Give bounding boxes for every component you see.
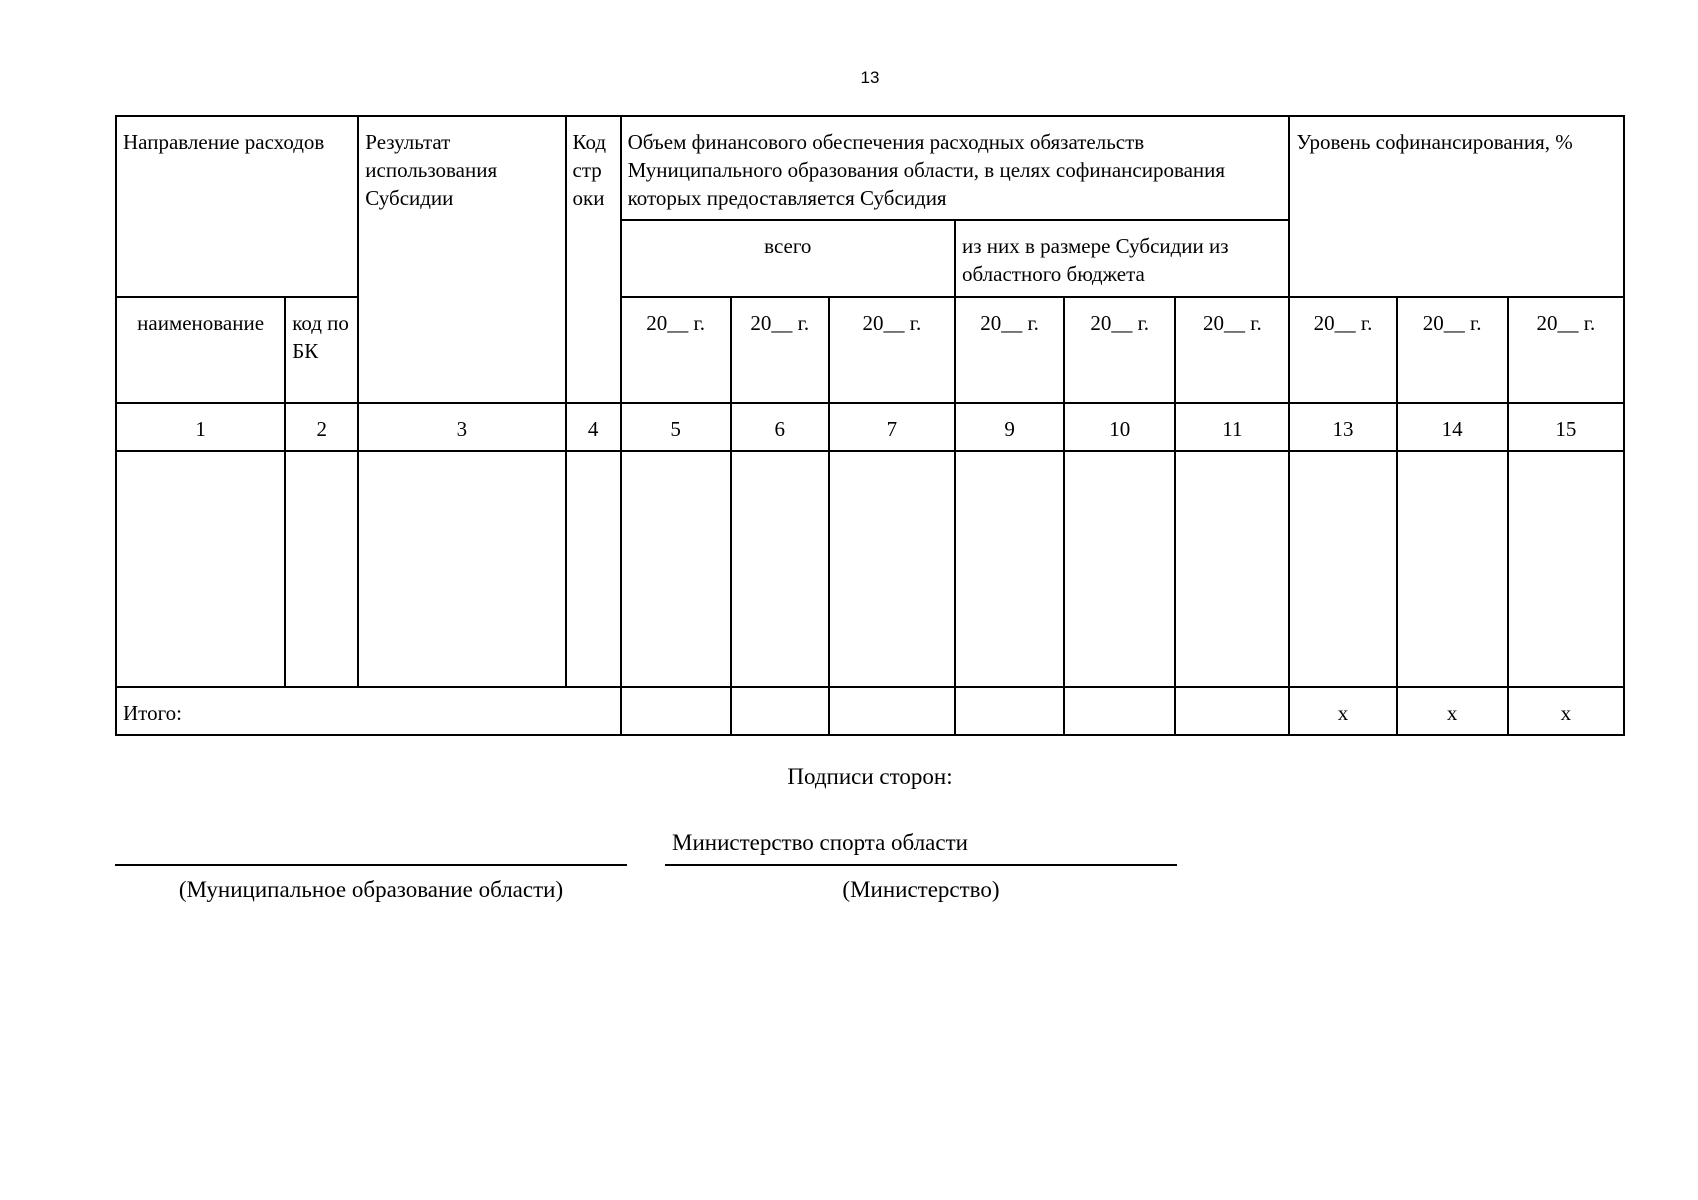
column-number: 6 — [731, 403, 829, 451]
x-mark: х — [1289, 687, 1396, 735]
column-number: 11 — [1175, 403, 1289, 451]
total-cell[interactable] — [731, 687, 829, 735]
data-cell[interactable] — [566, 451, 621, 687]
year-cell: 20__ г. — [1175, 297, 1289, 403]
total-cell[interactable] — [621, 687, 731, 735]
data-cell[interactable] — [1508, 451, 1624, 687]
data-cell[interactable] — [1397, 451, 1508, 687]
data-cell[interactable] — [1175, 451, 1289, 687]
column-number: 3 — [358, 403, 565, 451]
year-cell: 20__ г. — [955, 297, 1064, 403]
data-cell[interactable] — [829, 451, 955, 687]
year-cell: 20__ г. — [621, 297, 731, 403]
data-cell[interactable] — [116, 451, 285, 687]
total-row — [116, 687, 1624, 735]
total-cell[interactable] — [1064, 687, 1175, 735]
header-direction: Направление расходов — [116, 116, 358, 297]
ministry-name: Министерство спорта области — [672, 830, 968, 855]
year-cell: 20__ г. — [829, 297, 955, 403]
header-direction-code: код по БК — [285, 297, 358, 403]
table-row — [116, 451, 1624, 687]
x-mark: х — [1508, 687, 1624, 735]
year-cell: 20__ г. — [731, 297, 829, 403]
column-number: 5 — [621, 403, 731, 451]
page-number: 13 — [860, 68, 880, 87]
total-cell[interactable] — [1175, 687, 1289, 735]
header-row-code: Код стр оки — [566, 116, 621, 403]
signature-caption-ministry: (Министерство) — [842, 877, 1000, 902]
signature-caption-municipality: (Муниципальное образование области) — [178, 877, 564, 902]
total-cell[interactable] — [955, 687, 1064, 735]
data-cell[interactable] — [1064, 451, 1175, 687]
total-label: Итого: — [116, 687, 621, 735]
data-cell[interactable] — [1289, 451, 1396, 687]
signature-line-ministry[interactable] — [665, 864, 1177, 866]
data-cell[interactable] — [731, 451, 829, 687]
header-volume-subsidy: из них в размере Субсидии из областного бюджета — [955, 220, 1289, 297]
column-number: 14 — [1397, 403, 1508, 451]
signature-line-municipality[interactable] — [115, 864, 627, 866]
column-number: 4 — [566, 403, 621, 451]
total-cell[interactable] — [829, 687, 955, 735]
header-result: Результат использования Субсидии — [358, 116, 565, 403]
data-cell[interactable] — [358, 451, 565, 687]
column-number: 15 — [1508, 403, 1624, 451]
header-cofinancing: Уровень софинансирования, % — [1289, 116, 1624, 297]
column-number: 1 — [116, 403, 285, 451]
header-volume-total: всего — [621, 220, 955, 297]
column-number: 7 — [829, 403, 955, 451]
year-cell: 20__ г. — [1064, 297, 1175, 403]
year-cell: 20__ г. — [1289, 297, 1396, 403]
column-number: 9 — [955, 403, 1064, 451]
data-cell[interactable] — [285, 451, 358, 687]
year-cell: 20__ г. — [1508, 297, 1624, 403]
column-number: 2 — [285, 403, 358, 451]
header-volume: Объем финансового обеспечения расходных обязательств Муниципального образования области, в целях софинансирования которых предоставляется Субсидия — [621, 116, 1290, 220]
data-cell[interactable] — [955, 451, 1064, 687]
signatures-title: Подписи сторон: — [787, 764, 953, 789]
x-mark: х — [1397, 687, 1508, 735]
data-cell[interactable] — [621, 451, 731, 687]
column-number: 13 — [1289, 403, 1396, 451]
column-number: 10 — [1064, 403, 1175, 451]
year-cell: 20__ г. — [1397, 297, 1508, 403]
header-direction-name: наименование — [116, 297, 285, 403]
subsidy-table — [115, 115, 1625, 736]
